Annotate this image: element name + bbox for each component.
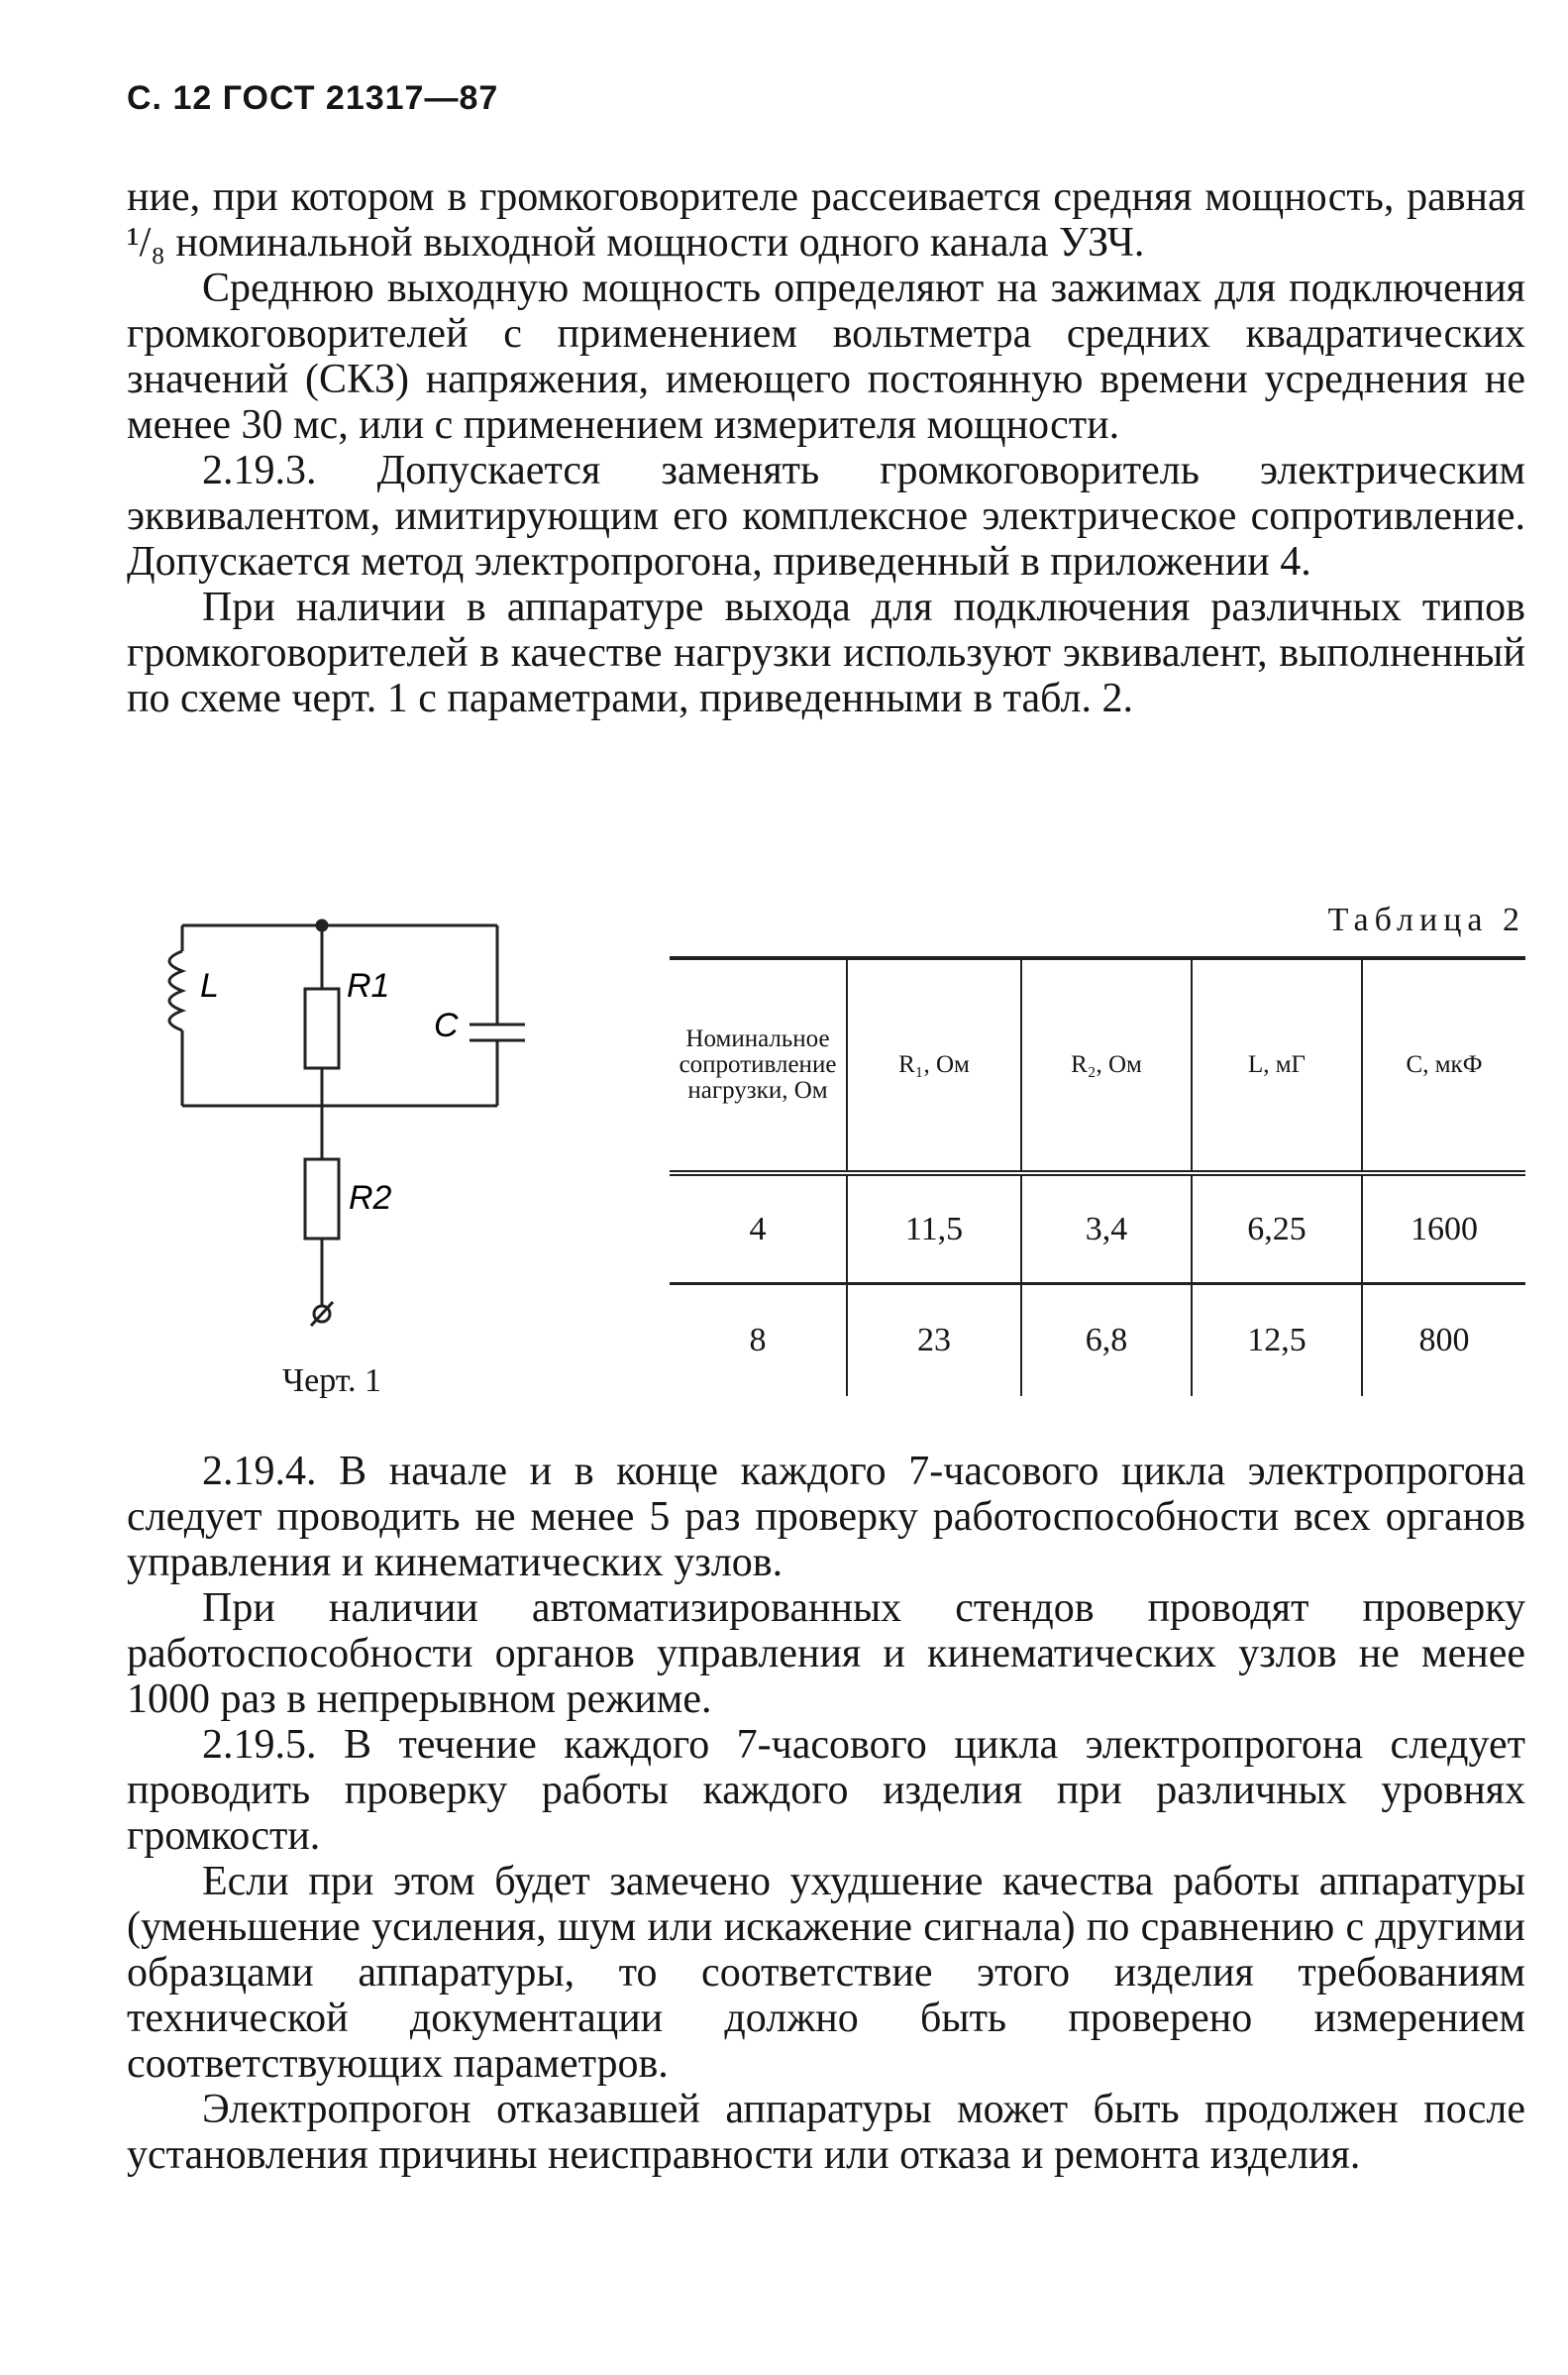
paragraph: Электропрогон отказавшей аппаратуры может быть продолжен после установления причины неисправности или отказа и ремонта изделия. bbox=[127, 2087, 1525, 2178]
figure-caption: Черт. 1 bbox=[282, 1362, 382, 1399]
table-cell: 12,5 bbox=[1191, 1285, 1361, 1396]
paragraph: 2.19.4. В начале и в конце каждого 7-часового цикла электропрогона следует проводить не менее 5 раз проверку работоспособности всех органов управления и кинематических узлов. bbox=[127, 1449, 1525, 1585]
table-cell: 11,5 bbox=[846, 1176, 1020, 1282]
header-cell: Номинальное сопротивление нагрузки, Ом bbox=[679, 1026, 837, 1104]
label-R1: R1 bbox=[347, 967, 390, 1005]
table-row bbox=[670, 1176, 1525, 1285]
table-cell: 8 bbox=[749, 1322, 767, 1358]
table-cell: 4 bbox=[749, 1210, 767, 1247]
table-cell: 6,25 bbox=[1191, 1176, 1361, 1282]
text-block-top bbox=[127, 174, 1525, 721]
label-L: L bbox=[200, 967, 219, 1005]
label-R2: R2 bbox=[349, 1179, 392, 1217]
label-C: C bbox=[434, 1007, 459, 1044]
parameters-table bbox=[670, 956, 1525, 1396]
paragraph: 2.19.3. Допускается заменять громкоговоритель электрическим эквивалентом, имитирующим его комплексное электрическое сопротивление. Допускается метод электропрогона, приведенный в приложении 4. bbox=[127, 448, 1525, 585]
paragraph: 2.19.5. В течение каждого 7-часового цикла электропрогона следует проводить проверку работы каждого изделия при различных уровнях громкости. bbox=[127, 1722, 1525, 1859]
paragraph: При наличии автоматизированных стендов проводят проверку работоспособности органов управления и кинематических узлов не менее 1000 раз в непрерывном режиме. bbox=[127, 1585, 1525, 1722]
circuit-diagram bbox=[158, 912, 575, 1407]
header-cell: C, мкФ bbox=[1361, 960, 1525, 1170]
header-cell: R₁, Ом bbox=[846, 960, 1020, 1170]
circuit-schematic bbox=[158, 912, 575, 1357]
table-title: Таблица 2 bbox=[1327, 902, 1525, 938]
table-cell: 6,8 bbox=[1020, 1285, 1191, 1396]
header-cell: L, мГ bbox=[1191, 960, 1361, 1170]
paragraph: При наличии в аппаратуре выхода для подключения различных типов громкоговорителей в качестве нагрузки используют эквивалент, выполненный по схеме черт. 1 с параметрами, приведенными в табл. 2. bbox=[127, 585, 1525, 721]
table-cell: 1600 bbox=[1361, 1176, 1525, 1282]
page-header: С. 12 ГОСТ 21317—87 bbox=[127, 79, 499, 117]
table-header-row bbox=[670, 956, 1525, 1176]
header-cell: R₂, Ом bbox=[1020, 960, 1191, 1170]
table-cell: 3,4 bbox=[1020, 1176, 1191, 1282]
table-row bbox=[670, 1285, 1525, 1396]
paragraph: Среднюю выходную мощность определяют на зажимах для подключения громкоговорителей с применением вольтметра средних квадратических значений (СКЗ) напряжения, имеющего постоянную времени усреднения не менее 30 мс, или с применением измерителя мощности. bbox=[127, 266, 1525, 448]
paragraph: ние, при котором в громкоговорителе рассеивается средняя мощность, равная ¹/₈ номинальной выходной мощности одного канала УЗЧ. bbox=[127, 174, 1525, 266]
table-cell: 800 bbox=[1361, 1285, 1525, 1396]
paragraph: Если при этом будет замечено ухудшение качества работы аппаратуры (уменьшение усиления, шум или искажение сигнала) по сравнению с другими образцами аппаратуры, то соответствие этого изделия требованиям технической документации должно быть проверено измерением соответствующих параметров. bbox=[127, 1859, 1525, 2087]
table-cell: 23 bbox=[846, 1285, 1020, 1396]
text-block-bottom bbox=[127, 1449, 1525, 2178]
